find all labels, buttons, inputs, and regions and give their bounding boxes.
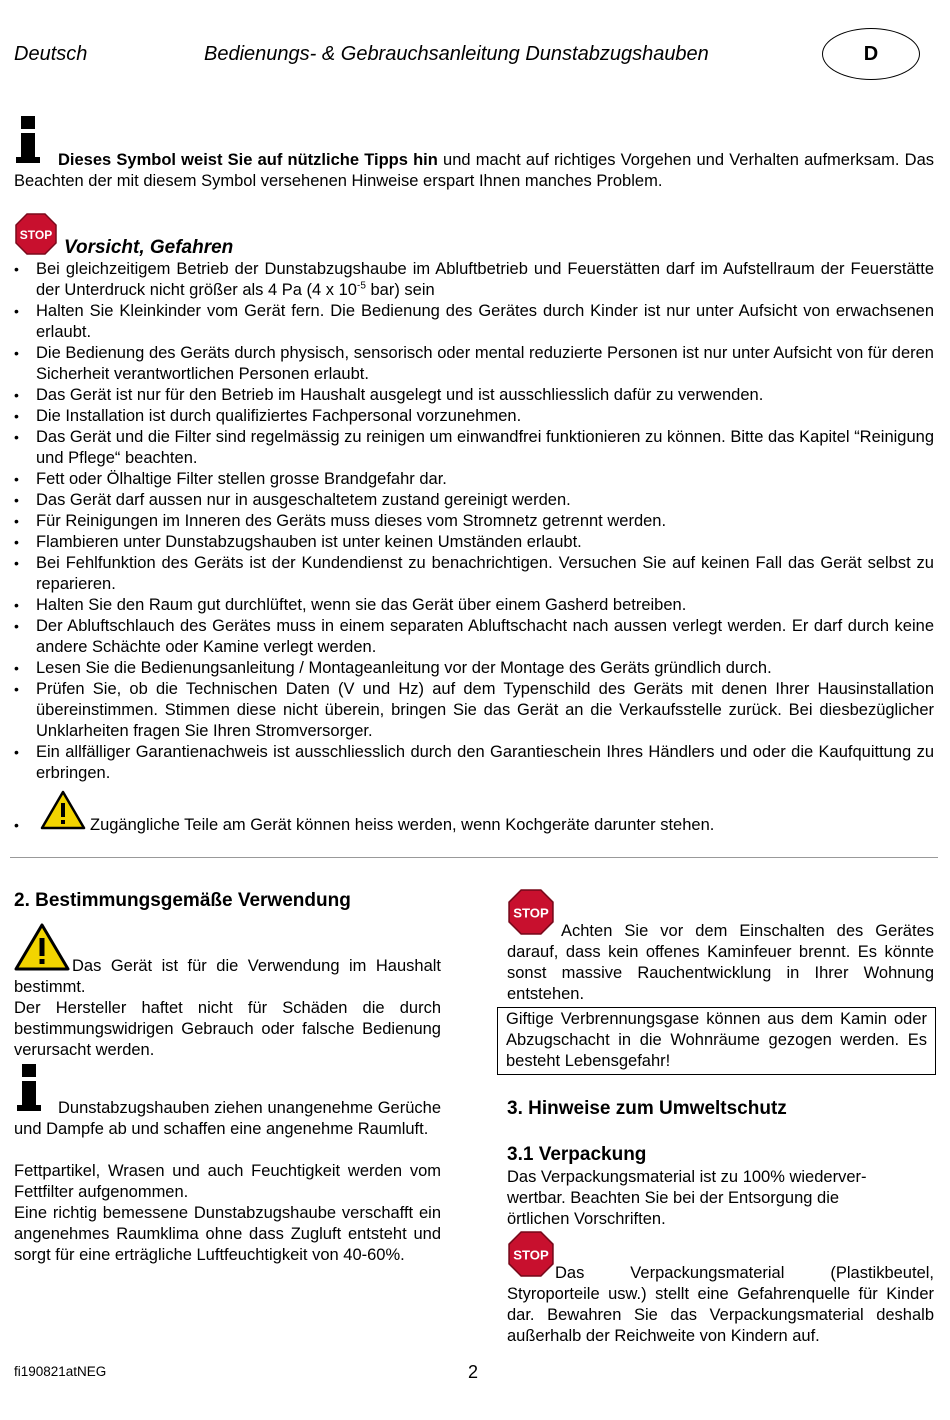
section-3-1-heading: 3.1 Verpackung [507,1144,647,1165]
info-paragraph: Dunstabzugshauben ziehen unangenehme Gerüche und Dampfe ab und schaffen eine angenehme Raumluft. [14,1099,441,1138]
language-badge [822,28,920,80]
list-item: • Lesen Sie die Bedienungsanleitung / Montageanleitung vor der Montage des Geräts gründlich durch. [14,658,934,679]
section-divider [10,857,938,858]
svg-text:STOP: STOP [513,1247,549,1263]
caution-heading: Vorsicht, Gefahren [64,237,234,258]
hot-parts-note: Zugängliche Teile am Gerät können heiss werden, wenn Kochgeräte darunter stehen. [90,816,715,834]
climate-paragraph: Eine richtig bemessene Dunstabzugshaube verschafft ein angenehmes Raumklima ohne dass Zugluft entsteht und sorgt für eine erträgliche Luftfeuchtigkeit von 40-60%. [14,1204,441,1264]
list-item: • Das Gerät darf aussen nur in ausgeschaltetem zustand gereinigt werden. [14,490,934,511]
list-item: • Bei gleichzeitigem Betrieb der Dunstabzugshaube im Abluftbetrieb und Feuerstätten darf im Aufstellraum der Feuerstätte der Unterdruck nicht größer als 4 Pa (4 x $10^{-5}$ bar) sein [14,259,934,301]
list-item: • Halten Sie Kleinkinder vom Gerät fern. Die Bedienung des Gerätes durch Kinder ist nur unter Aufsicht von erwachsenen erlaubt. [14,301,934,343]
boxed-warning: Giftige Verbrennungsgase können aus dem Kamin oder Abzugschacht in die Wohnräume gezogen werden. Es besteht Lebensgefahr! [497,1007,936,1075]
liability-note: Der Hersteller haftet nicht für Schäden die durch bestimmungswidrigen Gebrauch oder falsche Bedienung verursacht werden. [14,999,441,1059]
list-item: • Ein allfälliger Garantienachweis ist ausschliesslich durch den Garantieschein Ihres Händlers und oder die Kaufquittung zu erbringen. [14,742,934,784]
header-language: Deutsch [14,43,88,65]
fireplace-note: Achten Sie vor dem Einschalten des Gerätes darauf, dass kein offenes Kaminfeuer brennt. Es könnte sonst massive Rauchentwicklung in Ihrer Wohnung entstehen. [507,922,934,1003]
page-number: 2 [468,1362,479,1382]
list-item: • Die Installation ist durch qualifiziertes Fachpersonal vorzunehmen. [14,406,934,427]
section-2-heading: 2. Bestimmungsgemäße Verwendung [14,890,351,911]
doc-code: fi190821atNEG [14,1364,107,1379]
tip-note-text: und macht auf richtiges Vorgehen und Verhalten aufmerksam. Das Beachten der mit diesem Symbol versehenen Hinweise erspart Ihnen manches Problem. [14,151,934,190]
list-item: • Das Gerät und die Filter sind regelmässig zu reinigen um einwandfrei funktionieren zu können. Bitte das Kapitel “Reinigung und Pflege“ beachten. [14,427,934,469]
list-item: • Fett oder Ölhaltige Filter stellen grosse Brandgefahr dar. [14,469,934,490]
stop-sign-label: STOP [19,228,53,242]
bullet-marker: • [14,817,19,833]
list-item: • Für Reinigungen im Inneren des Geräts muss dieses vom Stromnetz getrennt werden. [14,511,934,532]
usage-warning: Das Gerät ist für die Verwendung im Haushalt bestimmt. [14,957,441,996]
list-item: • Prüfen Sie, ob die Technischen Daten (V und Hz) auf dem Typenschild des Geräts mit denen Ihrer Hausinstallation übereinstimmen. Stimmen diese nicht überein, bringen Sie das Gerät an die Verkaufsstelle zurück. Bei diesbezüglicher Unklarheiten fragen Sie Ihren Stromversorger. [14,679,934,742]
page-title: Bedienungs- & Gebrauchsanleitung Dunstabzugshauben [204,43,709,65]
list-item: • Flambieren unter Dunstabzugshauben ist unter keinen Umständen erlaubt. [14,532,934,553]
list-item: • Das Gerät ist nur für den Betrieb im Haushalt ausgelegt und ist ausschliesslich dafür zu verwenden. [14,385,934,406]
filter-paragraph: Fettpartikel, Wrasen und auch Feuchtigkeit werden vom Fettfilter aufgenommen. [14,1162,441,1201]
list-item: • Der Abluftschlauch des Gerätes muss in einem separaten Abluftschacht nach aussen verlegt werden. Er darf durch keine andere Schächte oder Kamine verlegt werden. [14,616,934,658]
list-item: • Die Bedienung des Geräts durch physisch, sensorisch oder mental reduzierte Personen ist nur unter Aufsicht von für deren Sicherheit verantwortlichen Personen erlaubt. [14,343,934,385]
list-item: • Halten Sie den Raum gut durchlüftet, wenn sie das Gerät über einem Gasherd betreiben. [14,595,934,616]
tip-note [14,150,934,192]
warning-icon [40,790,86,836]
section-3-heading: 3. Hinweise zum Umweltschutz [507,1098,787,1119]
svg-text:STOP: STOP [513,905,549,921]
packaging-warning: Das Verpackungsmaterial (Plastikbeutel, Styroporteile usw.) stellt eine Gefahrenquelle für Kinder dar. Bewahren Sie das Verpackungsmaterial deshalb außerhalb der Reichweite von Kindern auf. [507,1264,934,1345]
packaging-paragraph: Das Verpackungsmaterial ist zu 100% wiederver- wertbar. Beachten Sie bei der Entsorgung die örtlichen Vorschriften. [507,1168,867,1228]
tip-note-bold: Dieses Symbol weist Sie auf nützliche Tipps hin [58,151,438,169]
list-item: • Bei Fehlfunktion des Geräts ist der Kundendienst zu benachrichtigen. Versuchen Sie auf keinen Fall das Gerät selbst zu reparieren. [14,553,934,595]
stop-sign-icon [15,213,57,261]
caution-list [14,259,934,784]
language-badge-label: D [863,42,879,65]
